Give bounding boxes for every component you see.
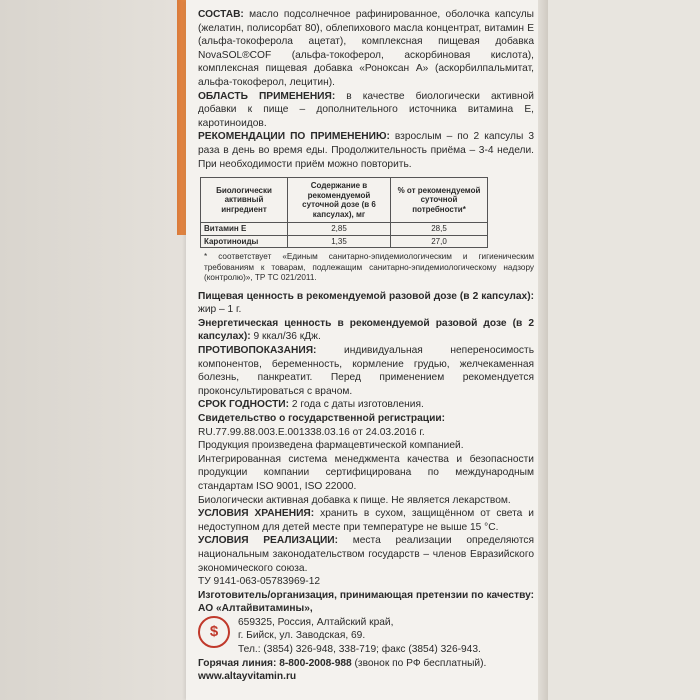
food-value-text: жир – 1 г. [198,304,242,316]
energy-value-text: 9 ккал/36 кДж. [250,331,321,343]
pharma-note: Продукция произведена фармацевтической компанией. [198,440,464,452]
energy-value-label: Энергетическая ценность в рекомендуемой разовой дозе (в 2 капсулах): [198,317,534,343]
storage-paragraph [198,507,534,534]
company-logo-icon: $ [198,616,230,648]
table-row [201,223,488,236]
package-edge [538,0,548,700]
composition-label: СОСТАВ: [198,9,244,20]
food-value-paragraph [198,290,534,317]
contraindications-paragraph [198,344,534,398]
dosage-label: РЕКОМЕНДАЦИИ ПО ПРИМЕНЕНИЮ: [198,131,390,143]
table-header-percent: % от рекомендуемой суточной потребности* [391,178,488,223]
table-cell-percent: 28,5 [391,223,488,236]
application-text: в качестве биологически активной добавки к пище – дополнительного источника витамина Е, каротиноидов. [198,90,534,129]
manufacturer-address [238,616,534,657]
table-cell-ingredient: Каротиноиды [201,235,288,248]
table-cell-amount: 1,35 [288,235,391,248]
background-left [0,0,190,700]
sale-paragraph [198,534,534,575]
application-paragraph [198,90,534,131]
dosage-text: взрослым – по 2 капсулы 3 раза в день во время еды. Продолжительность приёма – 3-4 недели. При необходимости приём можно повторить. [198,131,534,170]
quality-note: Интегрированная система менеджмента качества и безопасности продукции компании сертифицирована по международным стандартам ISO 9001, ISO 22000. [198,453,534,492]
storage-label: УСЛОВИЯ ХРАНЕНИЯ: [198,508,315,520]
background-right [548,0,700,700]
manufacturer-label: Изготовитель/организация, принимающая претензии по качеству: АО «Алтайвитамины», [198,589,534,615]
table-header-amount: Содержание в рекомендуемой суточной дозе (в 6 капсулах), мг [288,178,391,223]
table-header-row [201,178,488,223]
energy-value-paragraph [198,317,534,344]
sale-text: места реализации определяются национальным законодательством государств – членов Евразийского экономического союза. [198,535,534,574]
composition-text: масло подсолнечное рафинированное, оболочка капсулы (желатин, полисорбат 80), облепихового масла концентрат, витамин Е (альфа-токоферола ацетат), комплексная пищевая добавка NovaSOL®COF (альфа-токоферол, аскорбиновая кислота), комплексная пищевая добавка «Роноксан А» (аскорбилпальмитат, альфа-токоферол, лецитин). [198,9,534,88]
dosage-paragraph [198,130,534,171]
table-row [201,235,488,248]
table-cell-ingredient: Витамин Е [201,223,288,236]
sale-label: УСЛОВИЯ РЕАЛИЗАЦИИ: [198,535,339,547]
registration-paragraph [198,412,534,439]
table-footnote: * соответствует «Единым санитарно-эпидемиологическим и гигиеническим требованиям к товарам, подлежащим санитарно-эпидемиологическому надзору (контролю)», ТР ТС 021/2011. [204,252,534,283]
shelf-life-label: СРОК ГОДНОСТИ: [198,399,290,411]
registration-number: RU.77.99.88.003.Е.001338.03.16 от 24.03.2016 г. [198,426,425,438]
supplement-note: Биологически активная добавка к пище. Не является лекарством. [198,494,511,506]
hotline-label: Горячая линия: 8-800-2008-988 [198,657,352,669]
label-text-block [198,8,534,684]
application-label: ОБЛАСТЬ ПРИМЕНЕНИЯ: [198,90,336,102]
storage-text: хранить в сухом, защищённом от света и недоступном для детей месте при температуре не выше 15 °С. [198,508,534,533]
registration-label: Свидетельство о государственной регистрации: [198,412,445,424]
table-header-ingredient: Биологически активный ингредиент [201,178,288,223]
address-line-2: г. Бийск, ул. Заводская, 69. [238,630,366,642]
contraindications-label: ПРОТИВОПОКАЗАНИЯ: [198,345,317,356]
table-cell-percent: 27,0 [391,235,488,248]
phone-line: Тел.: (3854) 326-948, 338-719; факс (3854) 326-943. [238,644,481,656]
hotline-text: (звонок по РФ бесплатный). [351,657,487,669]
tech-spec: ТУ 9141-063-05783969-12 [198,576,321,588]
shelf-life-paragraph [198,398,534,412]
ingredient-table [200,177,488,248]
composition-paragraph [198,8,534,90]
contraindications-text: индивидуальная непереносимость компонентов, беременность, кормление грудью, желчекаменная болезнь, панкреатит. Перед применением рекомендуется проконсультироваться с врачом. [198,345,534,397]
website: www.altayvitamin.ru [198,671,297,683]
shelf-life-text: 2 года с даты изготовления. [289,399,424,411]
table-cell-amount: 2,85 [288,223,391,236]
hotline-paragraph [198,657,534,671]
address-line-1: 659325, Россия, Алтайский край, [238,616,394,628]
manufacturer-block [198,616,534,657]
food-value-label: Пищевая ценность в рекомендуемой разовой дозе (в 2 капсулах): [198,290,534,302]
